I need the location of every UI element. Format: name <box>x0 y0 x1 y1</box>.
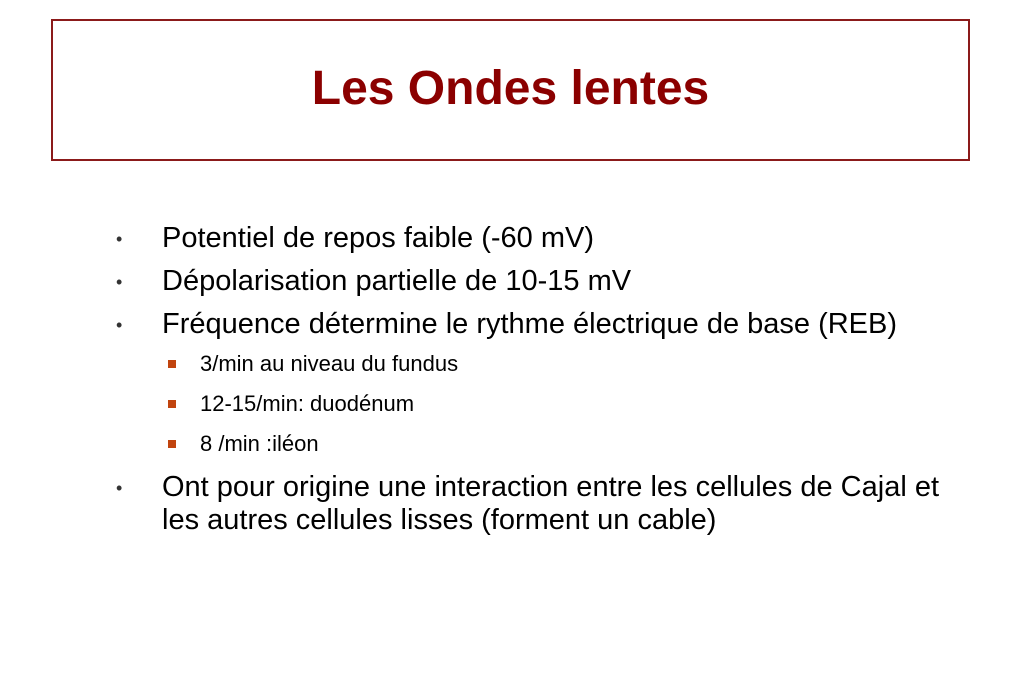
sub-list-item-text: 3/min au niveau du fundus <box>200 351 459 376</box>
list-item <box>112 222 952 255</box>
bullet-dot-icon: • <box>116 478 123 498</box>
list-item-text: Ont pour origine une interaction entre les cellules de Cajal et les autres cellules lisses (forment un cable) <box>162 471 940 536</box>
sub-list-item-text: 8 /min :iléon <box>200 431 319 456</box>
sub-list-item <box>112 391 952 416</box>
list-item-text: Potentiel de repos faible (-60 mV) <box>162 222 594 254</box>
bullet-list <box>112 222 952 547</box>
sub-list-item <box>112 351 952 376</box>
square-bullet-icon <box>168 360 176 368</box>
sub-list-item <box>112 431 952 456</box>
list-item-text: Fréquence détermine le rythme électrique de base (REB) <box>162 308 898 340</box>
square-bullet-icon <box>168 400 176 408</box>
bullet-dot-icon: • <box>116 272 123 292</box>
square-bullet-icon <box>168 440 176 448</box>
list-item <box>112 471 952 537</box>
list-item <box>112 265 952 298</box>
slide-title: Les Ondes lentes <box>311 61 710 115</box>
bullet-dot-icon: • <box>116 315 123 335</box>
bullet-dot-icon: • <box>116 229 123 249</box>
list-item <box>112 308 952 341</box>
sub-list-item-text: 12-15/min: duodénum <box>200 391 415 416</box>
list-item-text: Dépolarisation partielle de 10-15 mV <box>162 265 632 297</box>
title-frame <box>51 19 970 161</box>
